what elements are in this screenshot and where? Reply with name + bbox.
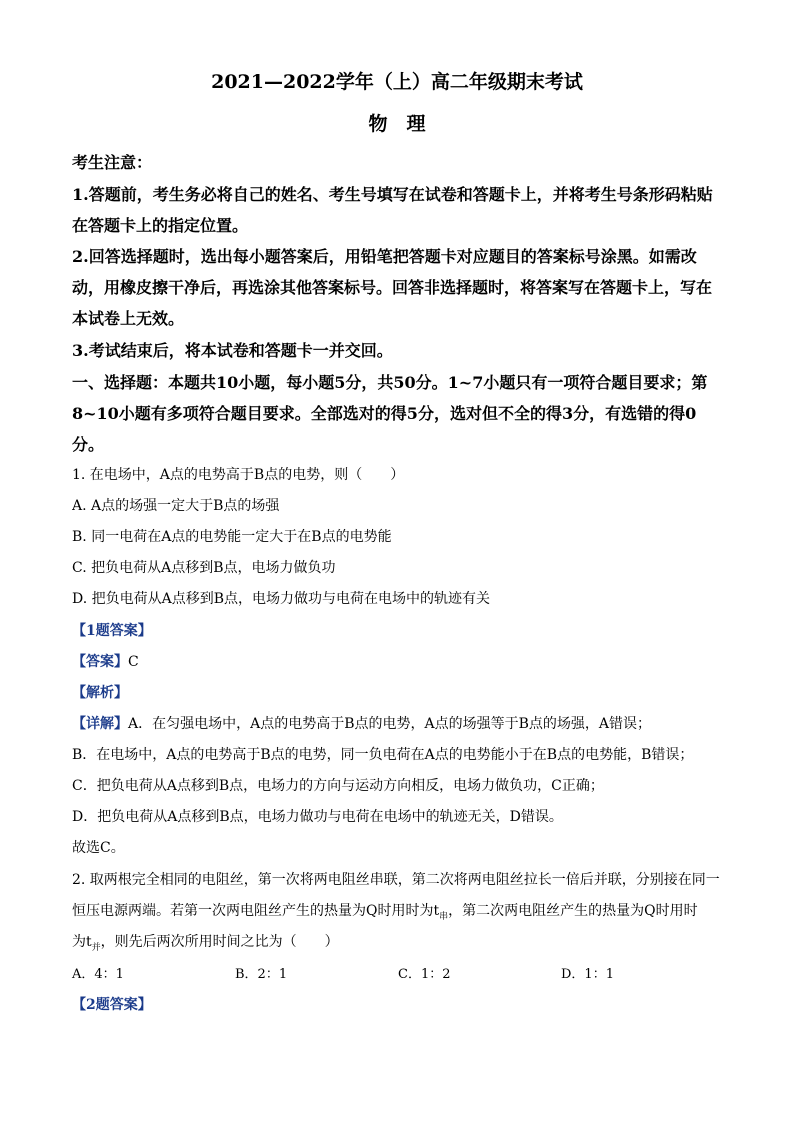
q1-answer-tag: 【1题答案】 (72, 623, 152, 639)
notice-line-2: 在答题卡上的指定位置。 (72, 216, 249, 235)
answer-value: C (128, 654, 139, 670)
section-line-2: 8~10小题有多项符合题目要求。全部选对的得5分，选对但不全的得3分，有选错的得0 (72, 404, 697, 423)
q2-stem-1: 2. 取两根完全相同的电阻丝，第一次将两电阻丝串联，第二次将两电阻丝拉长一倍后并联，分别接在同一 (72, 872, 720, 888)
q1-explain-1 (72, 713, 724, 733)
section-line-3: 分。 (72, 435, 105, 454)
notice-heading: 考生注意： (72, 153, 153, 172)
q1-option-a: A. A点的场强一定大于B点的场强 (72, 498, 280, 514)
notice-line-4: 动，用橡皮擦干净后，再选涂其他答案标号。回答非选择题时，将答案写在答题卡上，写在 (72, 278, 713, 297)
q2-stem-2b: ，第二次两电阻丝产生的热量为Q时用时 (448, 903, 698, 919)
detail-label: 【详解】 (72, 716, 128, 732)
q2-stem-2a: 恒压电源两端。若第一次两电阻丝产生的热量为Q时用时为t (72, 903, 440, 919)
q2-subscript-parallel: 并 (91, 942, 101, 953)
notice-line-1: 1.答题前，考生务必将自己的姓名、考生号填写在试卷和答题卡上，并将考生号条形码粘贴 (72, 185, 713, 204)
q2-option-d: D．1：1 (561, 967, 614, 982)
q2-subscript-series: 串 (439, 911, 449, 922)
q2-stem-3a: 为t (72, 934, 92, 950)
q1-stem: 1. 在电场中，A点的电势高于B点的电势，则（ ） (72, 467, 405, 483)
q1-explain-3: C．把负电荷从A点移到B点，电场力的方向与运动方向相反，电场力做负功，C正确； (72, 778, 604, 794)
q1-option-b: B. 同一电荷在A点的电势能一定大于在B点的电势能 (72, 529, 392, 545)
explain-text-1: A．在匀强电场中，A点的电势高于B点的电势，A点的场强等于B点的场强，A错误； (128, 716, 652, 732)
q2-stem-3 (72, 931, 724, 953)
q2-stem-3b: ，则先后两次所用时间之比为（ ） (100, 934, 339, 950)
answer-label: 【答案】 (72, 654, 128, 670)
q1-option-d: D. 把负电荷从A点移到B点，电场力做功与电荷在电场中的轨迹有关 (72, 591, 491, 607)
q1-explain-5: 故选C。 (72, 840, 125, 856)
q1-answer (72, 651, 724, 671)
q1-analysis-label: 【解析】 (72, 685, 128, 701)
q2-answer-tag: 【2题答案】 (72, 997, 152, 1013)
q2-stem-2 (72, 900, 724, 922)
notice-line-5: 本试卷上无效。 (72, 309, 185, 328)
q1-option-c: C. 把负电荷从A点移到B点，电场力做负功 (72, 560, 336, 576)
notice-line-3: 2.回答选择题时，选出每小题答案后，用铅笔把答题卡对应题目的答案标号涂黑。如需改 (72, 247, 697, 266)
q2-option-a: A．4：1 (72, 967, 124, 982)
q1-explain-2: B．在电场中，A点的电势高于B点的电势，同一负电荷在A点的电势能小于在B点的电势能，B错误； (72, 747, 694, 763)
q1-explain-4: D．把负电荷从A点移到B点，电场力做功与电荷在电场中的轨迹无关，D错误。 (72, 809, 563, 825)
notice-line-6: 3.考试结束后，将本试卷和答题卡一并交回。 (72, 341, 393, 360)
q2-option-b: B．2：1 (235, 967, 288, 982)
q2-options (72, 963, 724, 982)
exam-title: 2021—2022学年（上）高二年级期末考试 (211, 71, 583, 93)
section-line-1: 一、选择题：本题共10小题，每小题5分，共50分。1~7小题只有一项符合题目要求；第 (72, 373, 708, 392)
subject-title: 物 理 (368, 113, 426, 135)
q2-option-c: C．1：2 (398, 967, 451, 982)
